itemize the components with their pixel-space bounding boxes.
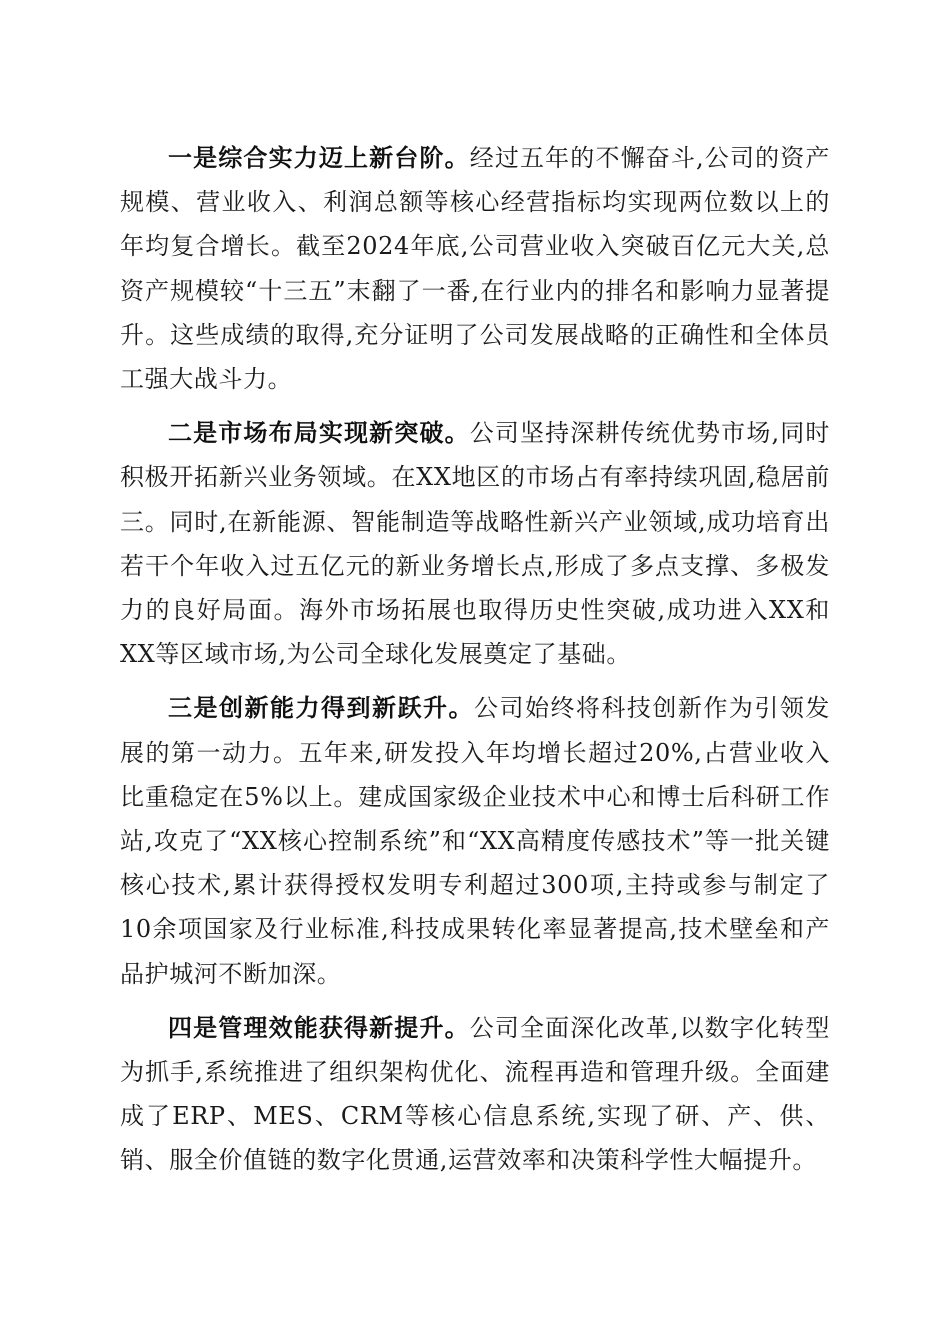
paragraph-text: 公司坚持深耕传统优势市场,同时积极开拓新兴业务领域。在XX地区的市场占有率持续巩固,稳居前三。同时,在新能源、智能制造等战略性新兴产业领域,成功培育出若干个年收入过五亿元的新业务增长点,形成了多点支撑、多极发力的良好局面。海外市场拓展也取得历史性突破,成功进入XX和XX等区域市场,为公司全球化发展奠定了基础。 bbox=[120, 419, 830, 669]
paragraph-text: 公司全面深化改革,以数字化转型为抓手,系统推进了组织架构优化、流程再造和管理升级。全面建成了ERP、MES、CRM等核心信息系统,实现了研、产、供、销、服全价值链的数字化贯通,运营效率和决策科学性大幅提升。 bbox=[120, 1013, 830, 1175]
paragraph-text: 经过五年的不懈奋斗,公司的资产规模、营业收入、利润总额等核心经营指标均实现两位数以上的年均复合增长。截至2024年底,公司营业收入突破百亿元大关,总资产规模较“十三五”末翻了一番,在行业内的排名和影响力显著提升。这些成绩的取得,充分证明了公司发展战略的正确性和全体员工强大战斗力。 bbox=[120, 144, 830, 394]
paragraph-heading: 一是综合实力迈上新台阶。 bbox=[168, 143, 470, 172]
document-body bbox=[120, 136, 830, 1193]
paragraph-heading: 三是创新能力得到新跃升。 bbox=[168, 693, 474, 723]
paragraph-management bbox=[120, 1006, 830, 1183]
paragraph-text: 公司始终将科技创新作为引领发展的第一动力。五年来,研发投入年均增长超过20%,占营业收入比重稳定在5%以上。建成国家级企业技术中心和博士后科研工作站,攻克了“XX核心控制系统”和“XX高精度传感技术”等一批关键核心技术,累计获得授权发明专利超过300项,主持或参与制定了10余项国家及行业标准,科技成果转化率显著提高,技术壁垒和产品护城河不断加深。 bbox=[120, 694, 830, 988]
paragraph-innovation bbox=[120, 686, 830, 995]
paragraph-heading: 四是管理效能获得新提升。 bbox=[168, 1012, 470, 1042]
paragraph-heading: 二是市场布局实现新突破。 bbox=[168, 418, 470, 448]
paragraph-market-layout bbox=[120, 411, 830, 676]
paragraph-overall-strength bbox=[120, 136, 830, 401]
